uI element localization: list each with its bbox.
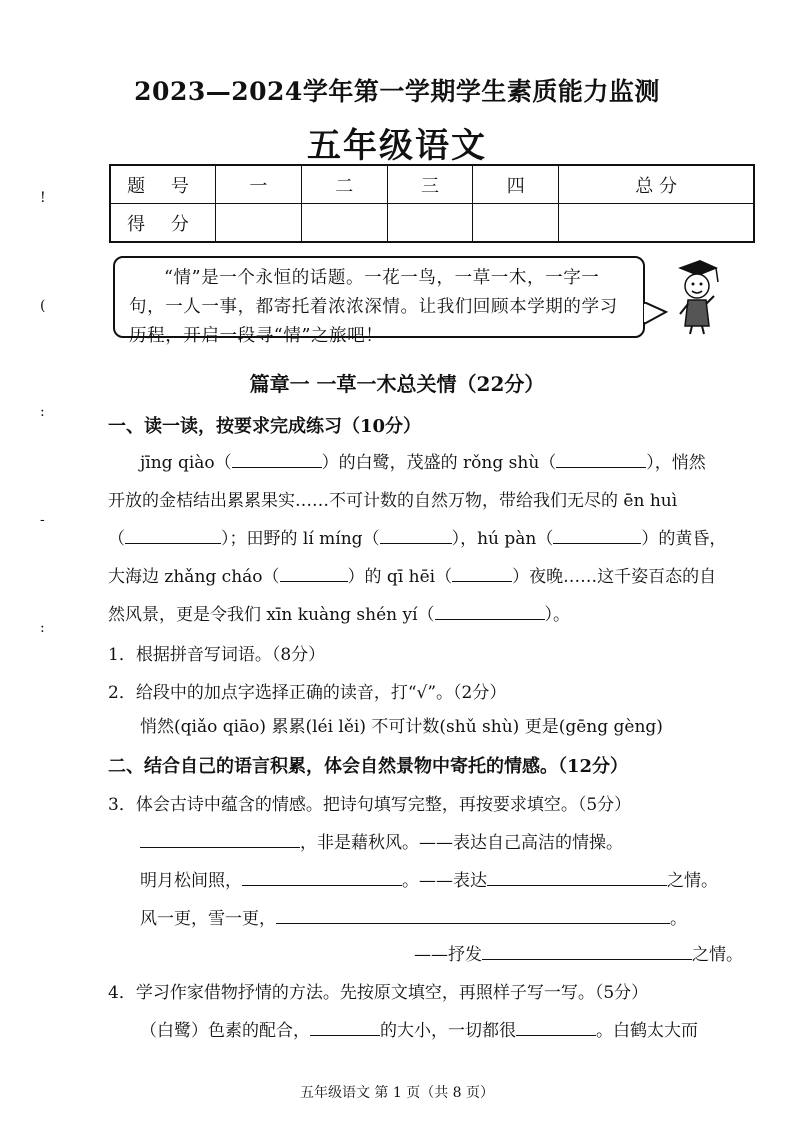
poem-line: 风一更，雪一更， 。 <box>140 904 687 929</box>
section-heading: 二、结合自己的语言积累，体会自然景物中寄托的情感。（12分） <box>108 756 629 777</box>
score-table <box>109 164 755 243</box>
question-2: 2．给段中的加点字选择正确的读音，打“√”。（2分） <box>108 683 507 703</box>
table-header-row <box>110 165 754 204</box>
question-4: 4．学习作家借物抒情的方法。先按原文填空，再照样子写一写。（5分） <box>108 983 649 1003</box>
poem-line: 明月松间照， 。——表达 之情。 <box>140 866 718 891</box>
answer-blank[interactable] <box>516 1018 596 1036</box>
poem-line: ——抒发 之情。 <box>414 940 743 965</box>
score-input-cell[interactable] <box>301 204 387 243</box>
answer-blank[interactable] <box>487 868 667 886</box>
exam-title: 2023—2024学年第一学期学生素质能力监测 <box>134 77 660 106</box>
question-1: 1．根据拼音写词语。（8分） <box>108 645 326 665</box>
answer-blank[interactable] <box>276 906 670 924</box>
margin-mark: : <box>40 620 45 636</box>
answer-blank[interactable] <box>242 868 402 886</box>
bubble-tail-icon <box>644 302 674 328</box>
passage-line: jīng qiào（ ）的白鹭，茂盛的 rǒng shù（ ），悄然 <box>140 448 706 473</box>
margin-mark: ( <box>40 298 46 314</box>
score-input-cell[interactable] <box>387 204 473 243</box>
margin-mark: ! <box>40 190 46 206</box>
intro-bubble <box>113 256 645 346</box>
passage-line: 大海边 zhǎng cháo（ ）的 qī hēi（ ）夜晚……这千姿百态的自 <box>108 562 716 587</box>
table-cell: 四 <box>473 165 559 204</box>
graduate-cartoon-icon <box>672 256 722 336</box>
table-cell: 得 分 <box>110 204 216 243</box>
answer-blank[interactable] <box>140 830 300 848</box>
chapter-title: 篇章一 一草一木总关情（22分） <box>249 372 545 396</box>
passage-line: （白鹭）色素的配合， 的大小，一切都很 。白鹤太大而 <box>140 1016 698 1041</box>
intro-text: “情”是一个永恒的话题。一花一鸟，一草一木，一字一句，一人一事，都寄托着浓浓深情。让我们回顾本学期的学习历程，开启一段寻“情”之旅吧！ <box>129 268 618 346</box>
score-input-cell[interactable] <box>473 204 559 243</box>
subject-title: 五年级语文 <box>307 126 487 166</box>
passage-line: （ ）；田野的 lí míng（ ），hú pàn（ ）的黄昏， <box>108 524 726 549</box>
table-cell: 二 <box>301 165 387 204</box>
table-cell: 三 <box>387 165 473 204</box>
margin-mark: - <box>40 512 45 528</box>
section-heading: 一、读一读，按要求完成练习（10分） <box>108 416 422 437</box>
passage-line: 然风景，更是令我们 xīn kuàng shén yí（ ）。 <box>108 600 570 625</box>
poem-line: ，非是藉秋风。——表达自己高洁的情操。 <box>140 828 623 853</box>
table-cell: 题 号 <box>110 165 216 204</box>
question-3: 3．体会古诗中蕴含的情感。把诗句填写完整，再按要求填空。（5分） <box>108 795 632 815</box>
answer-blank[interactable] <box>482 942 692 960</box>
score-input-cell[interactable] <box>559 204 754 243</box>
passage-line: 开放的金桔结出累累果实……不可计数的自然万物，带给我们无尽的 ēn huì <box>108 491 678 511</box>
table-row <box>110 204 754 243</box>
table-cell: 总 分 <box>559 165 754 204</box>
pronunciation-options[interactable]: 悄然(qiǎo qiāo) 累累(léi lěi) 不可计数(shǔ shù) 更是(gēng gèng) <box>140 717 663 737</box>
table-cell: 一 <box>216 165 302 204</box>
margin-mark: : <box>40 404 45 420</box>
answer-blank[interactable] <box>310 1018 380 1036</box>
page-footer: 五年级语文 第 1 页（共 8 页） <box>299 1085 495 1101</box>
score-input-cell[interactable] <box>216 204 302 243</box>
